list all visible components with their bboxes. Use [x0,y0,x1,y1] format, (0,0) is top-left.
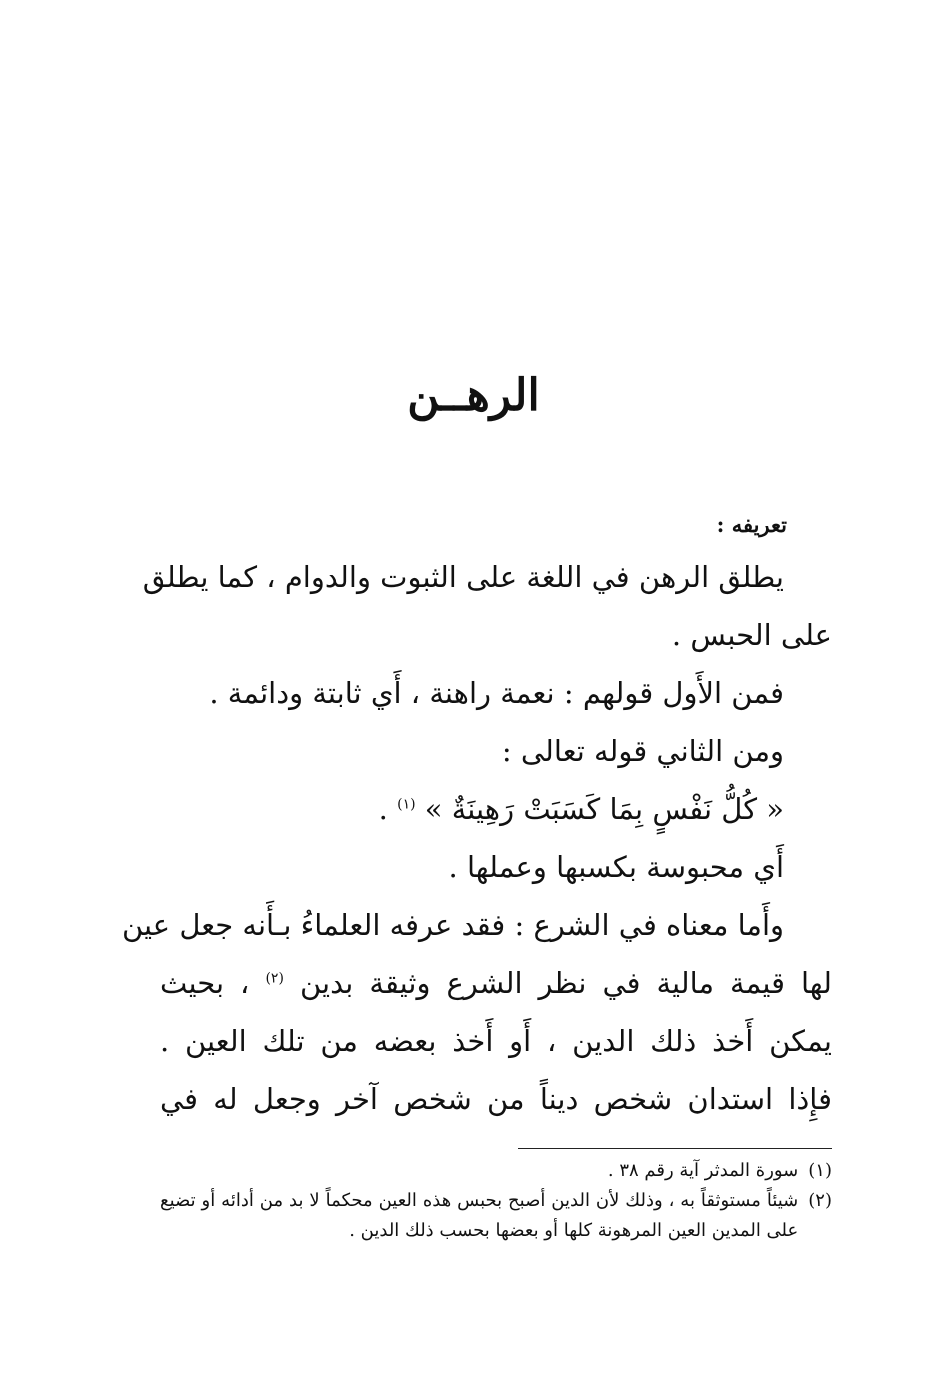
body-line-text: أَي محبوسة بكسبها وعملها . [448,850,784,884]
footnote-text: سورة المدثر آية رقم ٣٨ . [607,1160,799,1181]
body-line [160,1070,832,1128]
body-line [160,606,832,664]
body-line [160,954,832,1012]
footnote-ref-2: (٢) [265,970,284,987]
body-line-text: يمكن أَخذ ذلك الدين ، أَو أَخذ بعضه من تلك العين . [160,1024,832,1058]
body-line-text: ، بحيث [160,966,250,1000]
footnote-2 [160,1186,832,1246]
chapter-title: الرهــن [407,370,540,421]
body-line-text: فإِذا استدان شخص ديناً من شخص آخر وجعل له في [160,1082,832,1116]
footnote-ref-1: (١) [397,796,416,813]
footnote-number: (٢) [808,1190,832,1211]
body-line [121,896,832,954]
footnote-1 [160,1156,832,1186]
body-line [160,838,832,896]
body-text [121,548,833,1128]
body-line [160,664,832,722]
body-line-text: يطلق الرهن في اللغة على الثبوت والدوام ، كما يطلق [142,560,784,594]
body-line-text: على الحبس . [671,618,832,652]
body-line-text: ومن الثاني قوله تعالى : [501,734,784,768]
body-line [160,1012,832,1070]
footnotes [160,1156,832,1246]
section-heading: تعريفه : [716,512,787,537]
body-line-text: فمن الأَول قولهم : نعمة راهنة ، أَي ثابتة ودائمة . [209,676,784,710]
footnote-divider [518,1148,832,1149]
body-line-text: وأَما معناه في الشرع : فقد عرفه العلماءُ بـأَنه جعل عين [121,908,784,942]
footnote-number: (١) [808,1160,832,1181]
body-line [160,722,832,780]
quran-verse: « كُلُّ نَفْسٍ بِمَا كَسَبَتْ رَهِينَةٌ » [424,792,784,826]
body-line [142,548,832,606]
verse-end-mark: . [378,792,388,826]
body-line-text: لها قيمة مالية في نظر الشرع وثيقة بدين [299,966,833,1000]
quran-verse-line [160,780,832,838]
footnote-text: شيئاً مستوثقاً به ، وذلك لأن الدين أصبح بحبس هذه العين محكماً لا بد من أدائه أو تضيع على المدين العين المرهونة كلها أو بعضها بحسب ذلك الدين . [160,1190,799,1241]
